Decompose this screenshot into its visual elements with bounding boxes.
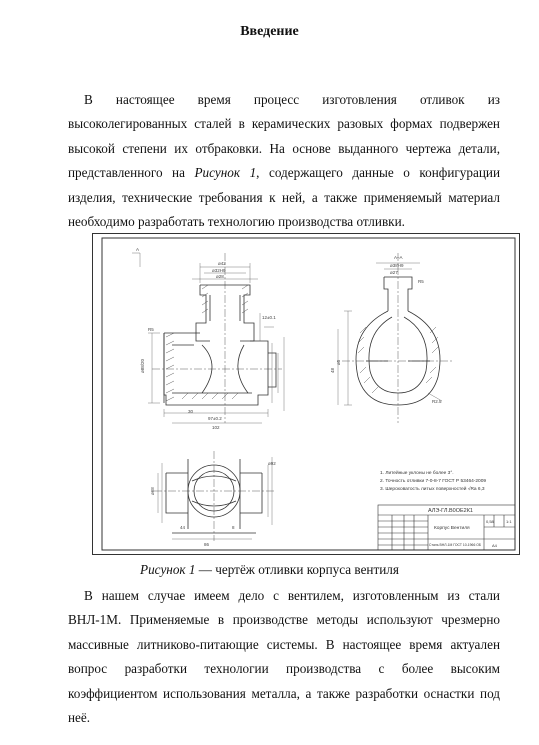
technical-drawing [92, 233, 520, 555]
svg-text:12±0.1: 12±0.1 [262, 315, 276, 320]
svg-text:ø5: ø5 [336, 359, 341, 365]
svg-text:A: A [136, 247, 140, 252]
svg-text:R5: R5 [148, 327, 154, 332]
svg-text:R2.5: R2.5 [432, 399, 442, 404]
svg-text:8: 8 [232, 525, 235, 530]
svg-text:ø32H9: ø32H9 [212, 268, 226, 273]
svg-text:86: 86 [204, 542, 210, 547]
intro-paragraph [68, 88, 500, 234]
svg-text:ø88/20: ø88/20 [140, 358, 145, 373]
section-a-a-label: А–А [394, 255, 403, 260]
mass: 0,58 [486, 519, 494, 524]
figure-caption [0, 562, 539, 578]
intro-text-start: В настоящее время процесс изготовления отливок из высоколегированных сталей в керамических разовых формах подвержен высокой степени их отбраковки. На основе выданного чертежа детали, представленного на [68, 92, 500, 181]
drawing-svg [92, 233, 520, 555]
svg-text:ø38H9: ø38H9 [390, 263, 404, 268]
caption-text: — чертёж отливки корпуса вентиля [195, 562, 399, 577]
svg-text:102: 102 [212, 425, 220, 430]
note-2: 2. Точность отливки 7-0-8-7 ГОСТ Р 53464-2009 [380, 479, 487, 484]
drawing-code: АЛЭ-ГЛ.В0ОЕ2К1 [428, 508, 473, 514]
svg-text:30: 30 [188, 409, 194, 414]
svg-text:ø28: ø28 [216, 274, 224, 279]
sheet-outer-frame [93, 234, 520, 555]
note-3: 3. Шероховатость литых поверхностей √Ra 6,3 [380, 487, 485, 492]
svg-text:48: 48 [330, 367, 335, 373]
svg-text:ø27: ø27 [390, 270, 398, 275]
note-1: 1. Литейные уклоны не более 3°. [380, 471, 454, 476]
svg-text:ø92: ø92 [268, 461, 276, 466]
figure-reference: Рисунок 1 [194, 165, 257, 181]
caption-ref: Рисунок 1 [140, 562, 196, 577]
scale: 1:1 [506, 519, 512, 524]
svg-text:R5: R5 [418, 279, 424, 284]
body-paragraph: В нашем случае имеем дело с вентилем, изготовленным из стали ВНЛ-1М. Применяемые в производстве методы используют чрезмерно массивные литниково-питающие системы. В настоящее время актуален вопрос разработки технологии производства с более высоким коэффициентом использования металла, а также разработки оснастки под неё. [68, 588, 500, 726]
page-title: Введение [240, 24, 299, 39]
intro-text-end: , содержащего данные о конфигурации изделия, технические требования к ней, а также применяемый материал необходимо разработать технологию производства отливки. [68, 165, 500, 230]
material: Сталь ВНЛ-1М ГОСТ 10-1966 ОБ [429, 543, 482, 547]
format: А4 [492, 543, 497, 548]
svg-text:44: 44 [180, 525, 186, 530]
svg-text:ø68: ø68 [150, 487, 155, 495]
svg-text:97±0.2: 97±0.2 [208, 416, 222, 421]
svg-text:ø42: ø42 [218, 261, 226, 266]
part-name: Корпус Вентиля [434, 526, 470, 531]
